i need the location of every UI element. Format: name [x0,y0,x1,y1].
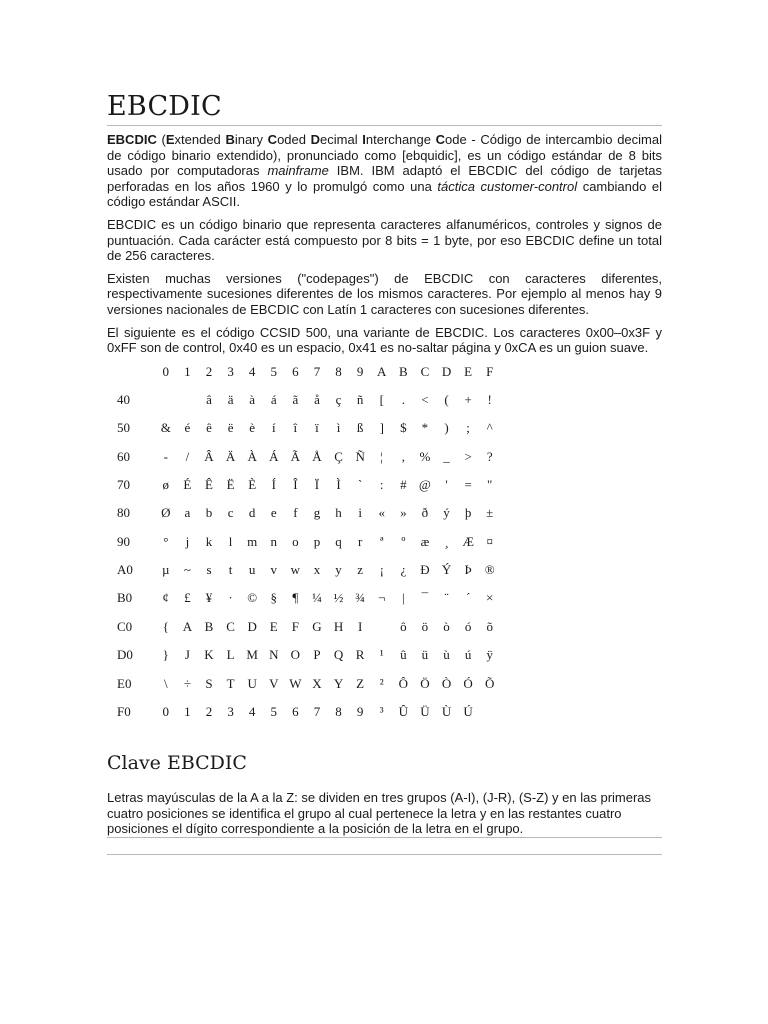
table-cell: ¦ [380,448,384,464]
column-header: D [441,363,452,379]
table-row [107,647,501,675]
row-header: 50 [117,420,130,436]
table-cell: B [204,618,214,634]
table-cell: ï [315,420,319,436]
table-cell: i [358,505,362,521]
table-cell: T [226,675,235,691]
table-cell: ¿ [400,562,407,578]
code-table-body [107,392,501,733]
column-header: 1 [184,363,191,379]
table-cell: ò [443,618,450,634]
table-cell: þ [464,505,472,521]
column-header: C [420,363,430,379]
table-cell: ã [292,391,299,407]
table-cell: õ [486,618,493,634]
table-cell: Ï [314,476,320,492]
tactica-term: táctica customer-control [437,178,578,194]
table-cell: t [228,562,233,578]
table-cell: º [401,533,406,549]
table-cell: Õ [485,675,495,691]
table-cell: Ù [441,704,452,720]
table-cell: X [312,675,322,691]
table-cell: ¹ [379,647,384,663]
table-cell: M [246,647,258,663]
table-cell: r [357,533,363,549]
table-cell: * [421,420,429,436]
table-cell: Þ [464,562,472,578]
table-cell: ± [486,505,494,521]
row-header: D0 [117,647,133,663]
table-cell: W [289,675,302,691]
table-cell: S [205,675,213,691]
table-cell: ä [227,391,234,407]
table-cell: k [205,533,213,549]
table-cell: % [419,448,431,464]
table-cell: j [185,533,190,549]
code-table [107,364,501,733]
table-cell: å [314,391,320,407]
table-cell [371,619,393,647]
table-cell: ~ [183,562,191,578]
table-cell: ² [379,675,384,691]
table-cell: ö [421,618,429,634]
table-cell: Û [398,704,409,720]
column-header: 5 [270,363,278,379]
table-cell: ° [163,533,169,549]
table-cell: N [269,647,279,663]
table-cell: Ý [441,562,452,578]
table-cell: ³ [379,704,384,720]
table-cell: w [290,562,301,578]
table-cell: 5 [270,704,278,720]
table-cell: ® [484,562,495,578]
table-cell: > [464,448,472,464]
table-cell: ª [379,533,384,549]
table-cell: ¥ [205,590,213,606]
table-cell: 2 [205,704,213,720]
table-cell: @ [418,476,431,492]
table-cell: 7 [313,704,321,720]
table-cell: ú [464,647,472,663]
table-cell: é [184,420,191,436]
row-header: 40 [117,391,130,407]
table-cell: Å [312,448,322,464]
table-cell: C [226,618,235,634]
table-cell: É [183,476,192,492]
column-header: 3 [227,363,234,379]
table-cell: - [163,448,168,464]
table-row [107,449,501,477]
acronym: EBCDIC [107,132,157,147]
table-cell: ¢ [162,590,170,606]
text-span: ecimal [320,132,363,147]
table-cell: ê [206,420,212,436]
table-row [107,534,501,562]
table-cell: ) [444,420,449,436]
table-cell: « [378,505,385,521]
table-cell: ; [466,420,470,436]
table-cell: 8 [335,704,342,720]
table-cell: ¬ [378,590,386,606]
mainframe-term: mainframe [267,163,329,179]
paragraph-definition: EBCDIC es un código binario que representa caracteres alfanuméricos, controles y signos de puntuación. Cada carácter está compuesto por 8 bits = 1 byte, por eso EBCDIC define un total de 256 caracteres. [107,216,662,264]
column-header: 6 [292,363,299,379]
column-header: 9 [356,363,364,379]
table-cell: n [270,533,278,549]
initial-c: C [267,132,278,147]
table-cell: , [401,448,405,464]
table-cell: Ü [420,704,430,720]
table-cell: » [400,505,407,521]
row-header: 60 [117,448,130,464]
table-cell: G [312,618,322,634]
table-cell: ´ [465,590,471,606]
row-header: C0 [117,618,133,634]
table-cell: ø [162,476,170,492]
column-header: 2 [205,363,213,379]
table-cell: z [357,562,364,578]
table-cell: + [464,391,472,407]
table-row [107,704,501,732]
table-cell: ' [445,476,448,492]
table-row [107,619,501,647]
table-cell: ý [443,505,450,521]
text-span: cambiando el código estándar ASCII. [107,178,662,210]
table-cell: E [269,618,278,634]
table-cell: Ã [290,448,301,464]
table-cell: ô [400,618,407,634]
table-cell: \ [163,675,168,691]
table-cell: Ñ [355,448,365,464]
table-cell: c [227,505,234,521]
table-cell: I [357,618,363,634]
table-cell: í [271,420,276,436]
column-header: 0 [162,363,170,379]
table-cell: Z [356,675,365,691]
table-cell: ¨ [444,590,449,606]
table-cell: a [184,505,191,521]
table-cell: è [249,420,256,436]
table-cell: Q [333,647,344,663]
table-cell: v [270,562,278,578]
table-cell: f [293,505,298,521]
column-header: A [377,363,387,379]
table-cell: 4 [248,704,256,720]
table-cell: ] [379,420,384,436]
column-header: F [486,363,494,379]
table-cell: ¶ [292,590,299,606]
table-cell: : [379,476,384,492]
table-cell [479,704,501,732]
table-cell: Ê [205,476,213,492]
table-cell: K [204,647,214,663]
table-cell: ì [336,420,341,436]
row-header: 80 [117,505,130,521]
table-cell: # [400,476,407,492]
intro-paragraph [107,132,662,210]
table-cell: | [402,590,405,606]
table-row [107,420,501,448]
table-cell: ë [227,420,234,436]
table-cell: A [182,618,193,634]
row-header: A0 [117,562,133,578]
table-cell: 6 [292,704,299,720]
row-header: 70 [117,476,130,492]
row-header: 90 [117,533,130,549]
table-cell: < [421,391,429,407]
table-cell: b [205,505,213,521]
table-cell: & [160,420,171,436]
table-cell: ( [444,391,449,407]
row-header: F0 [117,704,131,720]
table-cell: â [206,391,212,407]
table-cell: © [247,590,258,606]
table-cell: Ø [161,505,171,521]
table-cell: q [335,533,342,549]
table-row [107,676,501,704]
table-cell: ^ [486,420,493,436]
table-cell: u [248,562,256,578]
table-cell: 1 [184,704,191,720]
table-cell: Æ [462,533,474,549]
text-span: ( [156,132,166,147]
table-cell: Ð [420,562,430,578]
table-cell: " [487,476,493,492]
table-cell: [ [379,391,384,407]
table-cell: Ú [463,704,473,720]
table-cell: § [270,590,278,606]
section-heading: Clave EBCDIC [107,752,247,774]
table-cell: Ç [334,448,343,464]
table-cell: ¸ [444,533,449,549]
table-cell: ¼ [312,590,322,606]
table-cell: 0 [162,704,170,720]
table-cell: ð [421,505,429,521]
page-title: EBCDIC [107,90,662,126]
table-cell: µ [162,562,170,578]
table-cell: ¾ [355,590,366,606]
text-span: ode - Código de intercambio decimal de código binario extendido), pronunciado como [ebquidic], es un código estándar de 8 bits usado por computadoras [107,132,662,179]
table-cell: L [226,647,235,663]
table-cell: H [333,618,344,634]
column-header: E [464,363,473,379]
table-cell: È [248,476,257,492]
table-cell: $ [400,420,407,436]
table-cell: l [228,533,233,549]
table-cell: û [400,647,407,663]
table-cell: } [162,647,169,663]
table-cell: ñ [356,391,364,407]
table-cell: p [313,533,321,549]
table-cell: s [206,562,212,578]
table-cell: æ [420,533,430,549]
article [107,90,662,732]
table-cell: Ò [441,675,452,691]
table-cell: R [355,647,365,663]
table-cell: _ [443,448,450,464]
table-cell: m [247,533,258,549]
column-header: 8 [335,363,342,379]
row-header: B0 [117,590,133,606]
table-cell [155,392,177,420]
table-cell: · [228,590,233,606]
code-table-header-row [107,364,501,392]
table-cell: ½ [333,590,344,606]
table-cell: á [270,391,277,407]
initial-b: B [225,132,235,147]
table-cell: Ì [336,476,341,492]
table-cell: Á [269,448,279,464]
table-cell: £ [184,590,191,606]
table-cell: O [290,647,301,663]
divider [107,837,662,838]
table-cell: 9 [356,704,364,720]
table-cell: ¤ [486,533,493,549]
table-cell: e [270,505,277,521]
paragraph-versions: Existen muchas versiones ("codepages") de EBCDIC con caracteres diferentes, respectivamente sucesiones diferentes de los mismos caracteres. Por ejemplo al menos hay 9 versiones nacionales de EBCDIC con Latín 1 caracteres con sucesiones diferentes. [107,270,662,317]
table-cell: Y [333,675,344,691]
table-cell: Ó [463,675,473,691]
table-cell: y [335,562,342,578]
table-cell: P [313,647,321,663]
table-cell: U [247,675,257,691]
column-header: B [398,363,408,379]
table-cell: ! [487,391,492,407]
table-row [107,477,501,505]
section-paragraph: Letras mayúsculas de la A a la Z: se dividen en tres grupos (A-I), (J-R), (S-Z) y en las primeras cuatro posiciones se identifica el grupo al cual pertenece la letra y en las restantes cuatro posiciones el dígito correspondiente a la posición de la letra en el grupo. [107,790,652,837]
table-cell: ù [443,647,450,663]
table-cell: ÷ [183,675,191,691]
text-span: inary [234,132,268,147]
table-cell: Í [271,476,276,492]
table-cell: À [247,448,257,464]
table-cell: g [313,505,321,521]
table-cell: Â [204,448,214,464]
table-cell: . [401,391,405,407]
table-cell: ß [356,420,364,436]
table-cell: / [185,448,190,464]
column-header: 7 [313,363,321,379]
initial-i: I [362,132,366,147]
text-span: IBM. IBM adaptó el EBCDIC del código de tarjetas perforadas en los años 1960 y lo promulgó como una [107,163,662,194]
table-cell: Ä [225,448,236,464]
table-row [107,590,501,618]
table-cell: ? [486,448,493,464]
table-row [107,392,501,420]
text-span: nterchange [365,132,436,147]
table-cell: ¯ [421,590,429,606]
table-cell: d [248,505,256,521]
table-cell: o [292,533,299,549]
table-cell: V [269,675,279,691]
table-cell: ü [421,647,429,663]
table-cell: î [293,420,298,436]
table-cell: à [249,391,256,407]
table-cell: Ô [398,675,409,691]
table-cell: ` [357,476,363,492]
table-cell: ç [335,391,342,407]
table-cell: D [247,618,257,634]
initial-c2: C [435,132,446,147]
table-cell: { [162,618,169,634]
table-cell: 3 [227,704,234,720]
table-cell: ó [464,618,472,634]
table-cell: × [486,590,494,606]
paragraph-ccsid: El siguiente es el código CCSID 500, una variante de EBCDIC. Los caracteres 0x00–0x3F y 0xFF son de control, 0x40 es un espacio, 0x41 es no-saltar página y 0xCA es un guion suave. [107,324,662,356]
table-cell: J [184,647,190,663]
text-span: xtended [174,132,226,147]
table-cell: ÿ [486,647,493,663]
section-clave [107,750,662,837]
table-cell: Ë [226,476,235,492]
text-span: oded [277,132,311,147]
table-cell: Î [293,476,298,492]
table-cell: ¡ [379,562,384,578]
table-cell: x [313,562,321,578]
table-cell: Ö [420,675,430,691]
row-header: E0 [117,675,132,691]
table-cell: h [335,505,342,521]
table-cell [177,392,199,420]
initial-d: D [310,132,321,147]
divider [107,854,662,855]
table-cell: = [464,476,472,492]
table-row [107,562,501,590]
initial-e: E [165,132,175,147]
table-cell: F [291,618,299,634]
code-table-corner [107,364,155,392]
table-row [107,505,501,533]
column-header: 4 [248,363,256,379]
